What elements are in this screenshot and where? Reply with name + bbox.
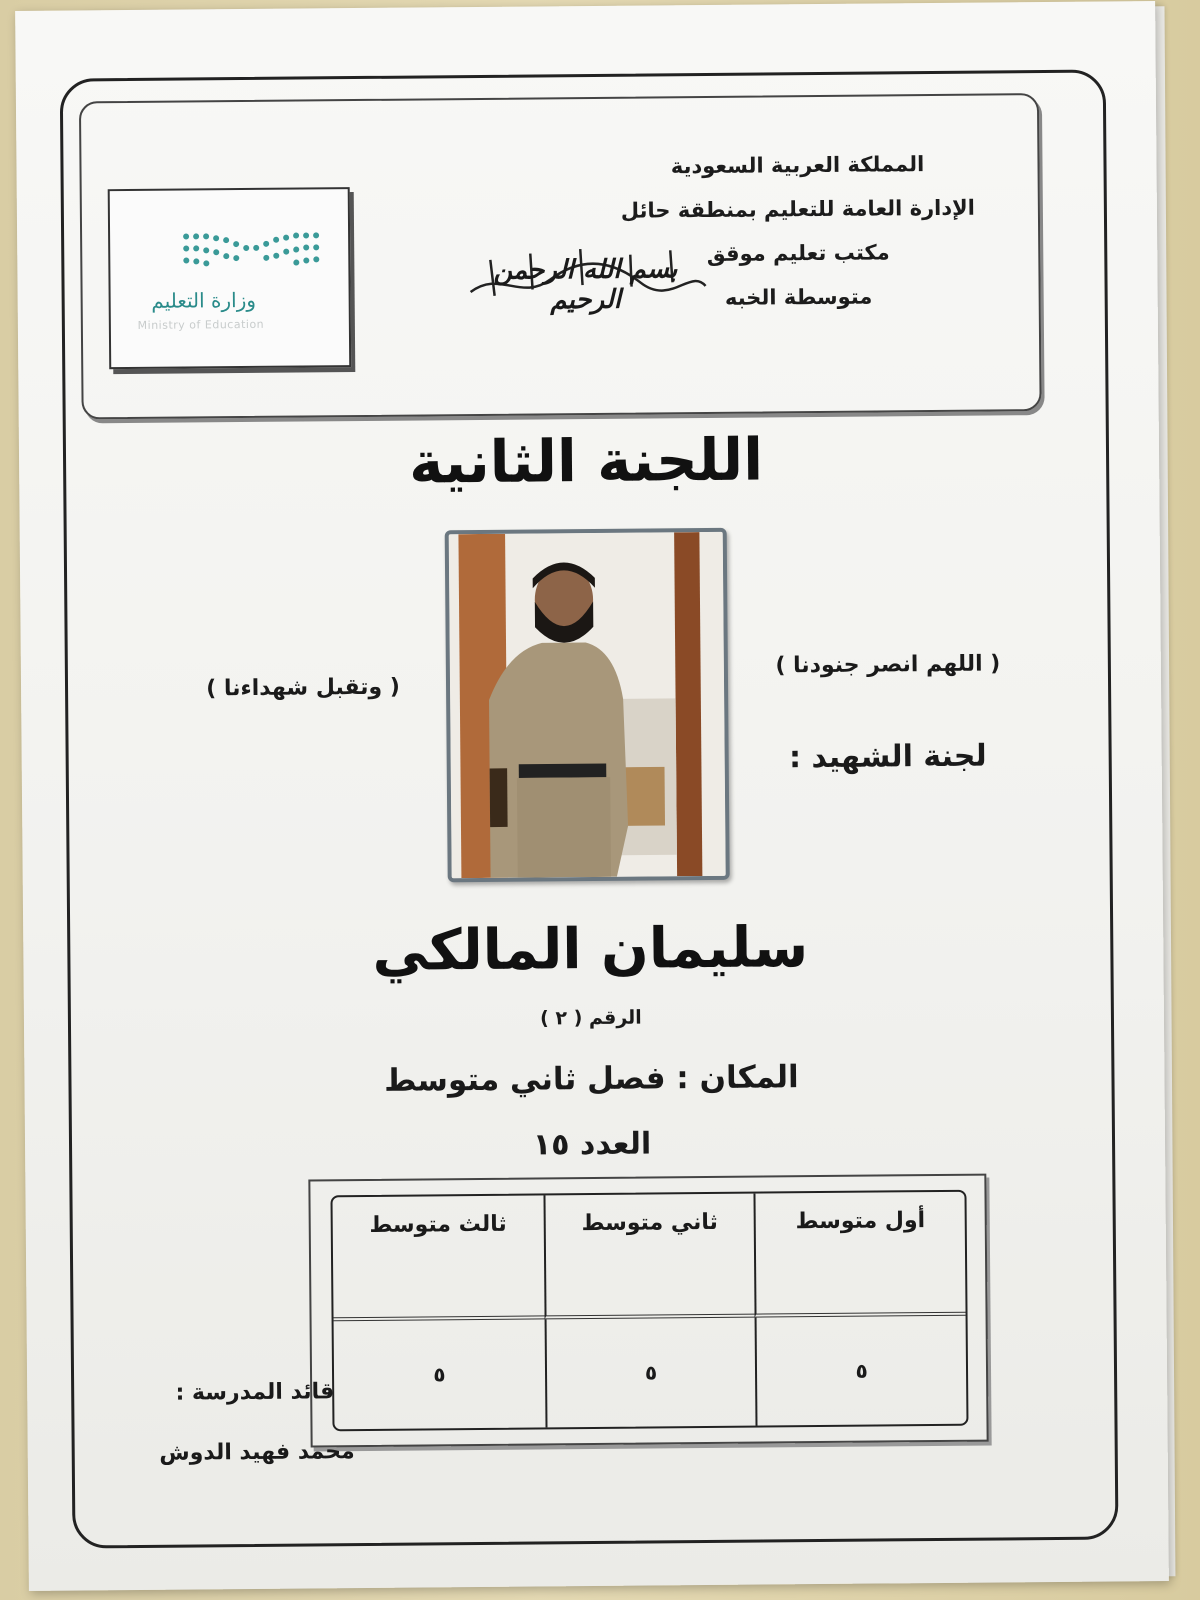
logo-arabic-text: وزارة التعليم [151, 287, 257, 313]
committee-label: لجنة الشهيد : [788, 738, 987, 776]
page-title: اللجنة الثانية [408, 425, 764, 497]
distribution-table [330, 1190, 968, 1432]
ministry-dots-icon [180, 227, 320, 268]
portrait-image [449, 532, 726, 878]
student-count: العدد ١٥ [532, 1126, 652, 1163]
letterhead [79, 93, 1042, 419]
ministry-logo [108, 187, 352, 369]
table-header-cell: أول متوسط [754, 1192, 966, 1318]
page-border [60, 69, 1119, 1548]
letterhead-text [617, 142, 979, 321]
principal-name: محمد فهيد الدوش [159, 1439, 355, 1466]
prayer-victory: ( اللهم انصر جنودنا ) [775, 651, 1001, 679]
principal-label: قائد المدرسة : [175, 1379, 335, 1406]
directorate-line: الإدارة العامة للتعليم بمنطقة حائل [620, 195, 976, 223]
office-line: مكتب تعليم موقق [706, 240, 890, 266]
table-header-cell: ثالث متوسط [332, 1195, 544, 1321]
table-value-cell: ٥ [433, 1362, 446, 1387]
logo-english-text: Ministry of Education [137, 317, 265, 332]
document-page [15, 1, 1169, 1591]
martyr-name: سليمان المالكي [372, 915, 809, 984]
table-header-cell: ثاني متوسط [543, 1194, 755, 1320]
table-value-cell: ٥ [544, 1318, 756, 1428]
table-value-cell: ٥ [755, 1316, 967, 1426]
committee-location: المكان : فصل ثاني متوسط [384, 1059, 799, 1099]
country-line: المملكة العربية السعودية [670, 152, 925, 179]
basmala-text: بسم الله الرحمن الرحيم [493, 254, 678, 316]
school-line: متوسطة الخبه [724, 284, 873, 310]
committee-number: الرقم ( ٢ ) [540, 1006, 642, 1030]
prayer-martyrs: ( وتقبل شهداءنا ) [206, 674, 400, 702]
distribution-table-frame [308, 1174, 988, 1448]
martyr-photo [445, 528, 730, 882]
